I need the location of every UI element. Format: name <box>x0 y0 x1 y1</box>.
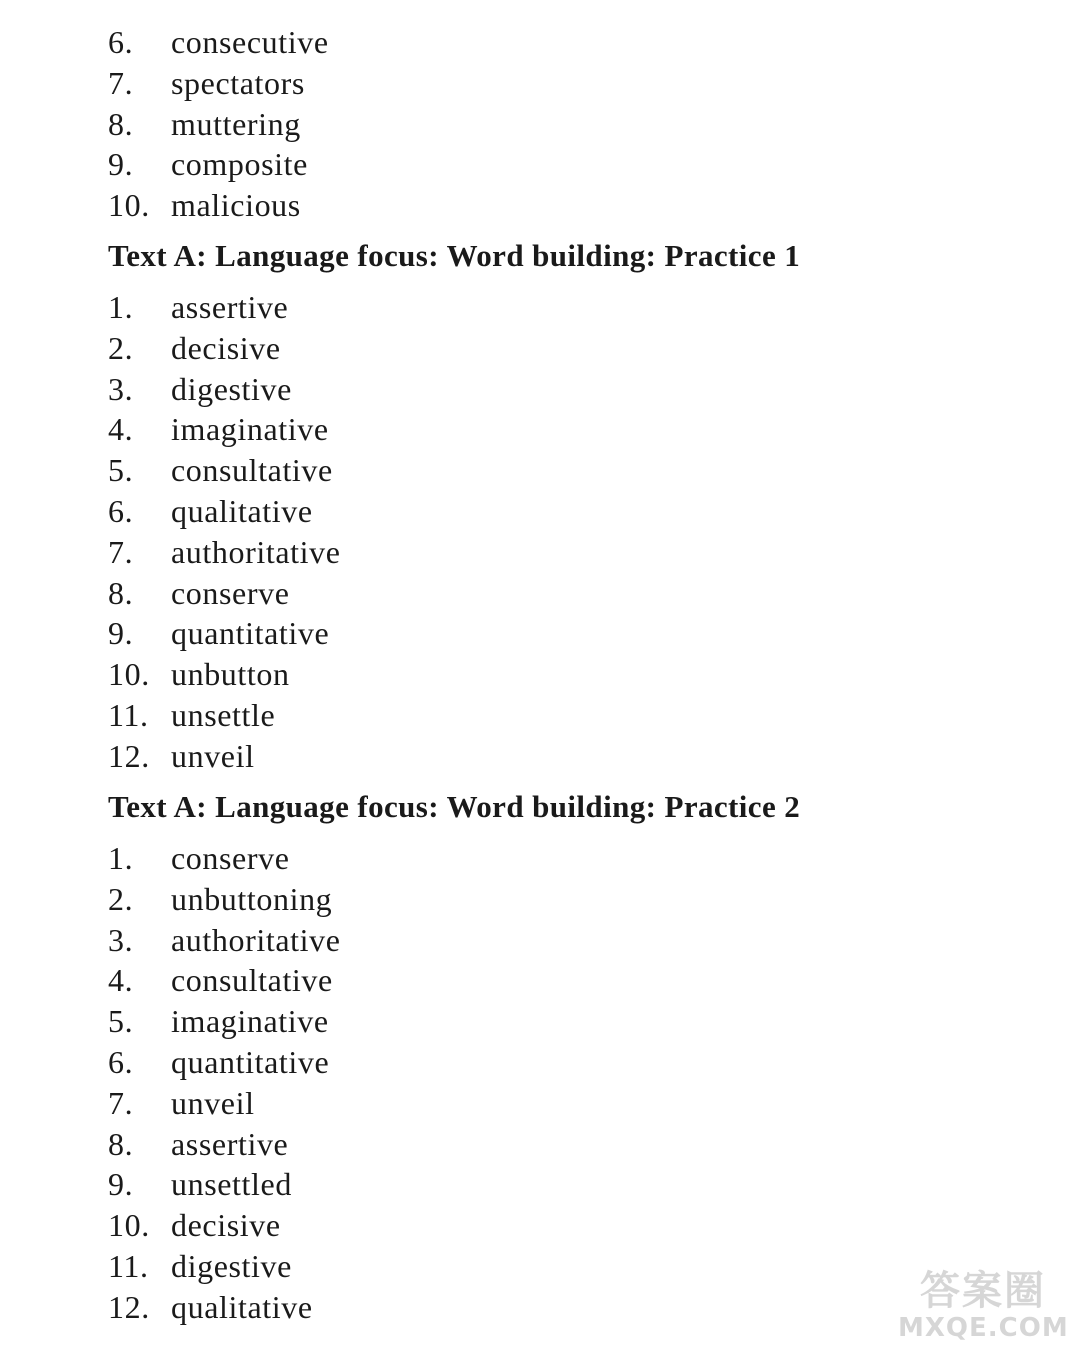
item-number: 7. <box>108 64 134 101</box>
item-number: 10. <box>108 656 150 693</box>
item-number: 8. <box>108 105 134 142</box>
list-item <box>108 185 329 226</box>
list-item <box>108 144 329 185</box>
item-number: 10. <box>108 187 150 224</box>
item-number: 3. <box>108 370 134 407</box>
item-word: decisive <box>171 1207 281 1244</box>
item-word: composite <box>171 146 308 183</box>
item-word: qualitative <box>171 1288 313 1325</box>
list-item <box>108 532 800 573</box>
list-item <box>108 573 800 614</box>
item-word: quantitative <box>171 615 330 652</box>
list-item <box>108 695 800 736</box>
item-number: 6. <box>108 492 134 529</box>
item-word: consultative <box>171 452 333 489</box>
item-number: 10. <box>108 1207 150 1244</box>
list-item <box>108 736 800 777</box>
item-number: 7. <box>108 533 134 570</box>
item-word: digestive <box>171 370 292 407</box>
list-item <box>108 1164 800 1205</box>
item-word: quantitative <box>171 1043 330 1080</box>
item-word: unsettle <box>171 696 276 733</box>
answer-list-top <box>108 22 329 226</box>
item-word: unsettled <box>171 1166 292 1203</box>
item-word: authoritative <box>171 533 341 570</box>
item-number: 6. <box>108 1043 134 1080</box>
item-number: 1. <box>108 289 134 325</box>
item-number: 2. <box>108 329 134 366</box>
item-number: 8. <box>108 574 134 611</box>
list-item <box>108 1042 800 1083</box>
list-item <box>108 879 800 920</box>
item-word: unveil <box>171 737 255 774</box>
item-word: consultative <box>171 962 333 999</box>
item-word: muttering <box>171 105 301 142</box>
list-item <box>108 838 800 879</box>
item-word: malicious <box>171 187 301 224</box>
item-word: decisive <box>171 329 281 366</box>
item-word: consecutive <box>171 24 329 60</box>
list-item <box>108 1124 800 1165</box>
item-number: 2. <box>108 880 134 917</box>
list-item <box>108 287 800 328</box>
item-number: 12. <box>108 1288 150 1325</box>
list-item <box>108 1246 800 1287</box>
item-word: assertive <box>171 1125 289 1162</box>
item-number: 7. <box>108 1084 134 1121</box>
item-number: 5. <box>108 452 134 489</box>
list-item <box>108 1287 800 1328</box>
list-item <box>108 328 800 369</box>
watermark-bottom-text: MXQE.COM <box>898 1313 1069 1343</box>
list-item <box>108 1205 800 1246</box>
section-heading: Text A: Language focus: Word building: Practice 2 <box>108 789 801 824</box>
list-item <box>108 409 800 450</box>
item-number: 4. <box>108 411 134 448</box>
item-number: 9. <box>108 615 134 652</box>
list-item <box>108 1083 800 1124</box>
item-number: 12. <box>108 737 150 774</box>
item-number: 3. <box>108 921 134 958</box>
item-word: unbutton <box>171 656 290 693</box>
item-word: assertive <box>171 289 289 325</box>
item-word: unveil <box>171 1084 255 1121</box>
list-item <box>108 22 329 63</box>
item-number: 11. <box>108 696 149 733</box>
list-item <box>108 613 800 654</box>
item-number: 5. <box>108 1003 134 1040</box>
item-word: conserve <box>171 840 290 876</box>
practice2-section <box>108 782 800 1328</box>
item-word: unbuttoning <box>171 880 333 917</box>
item-number: 8. <box>108 1125 134 1162</box>
watermark-top-text: 答案圈 <box>920 1268 1046 1314</box>
item-word: qualitative <box>171 492 313 529</box>
list-item <box>108 491 800 532</box>
list-item <box>108 960 800 1001</box>
item-word: digestive <box>171 1247 292 1284</box>
item-number: 6. <box>108 24 134 60</box>
list-item <box>108 369 800 410</box>
item-number: 9. <box>108 1166 134 1203</box>
item-word: authoritative <box>171 921 341 958</box>
item-number: 9. <box>108 146 134 183</box>
item-number: 1. <box>108 840 134 876</box>
list-item <box>108 1001 800 1042</box>
list-item <box>108 920 800 961</box>
list-item <box>108 450 800 491</box>
item-number: 4. <box>108 962 134 999</box>
item-word: spectators <box>171 64 305 101</box>
section-heading: Text A: Language focus: Word building: Practice 1 <box>108 238 801 273</box>
list-item <box>108 654 800 695</box>
item-number: 11. <box>108 1247 149 1284</box>
list-item <box>108 104 329 145</box>
practice1-section <box>108 231 800 777</box>
watermark-logo <box>898 1269 1068 1349</box>
list-item <box>108 63 329 104</box>
item-word: conserve <box>171 574 290 611</box>
item-word: imaginative <box>171 1003 329 1040</box>
item-word: imaginative <box>171 411 329 448</box>
